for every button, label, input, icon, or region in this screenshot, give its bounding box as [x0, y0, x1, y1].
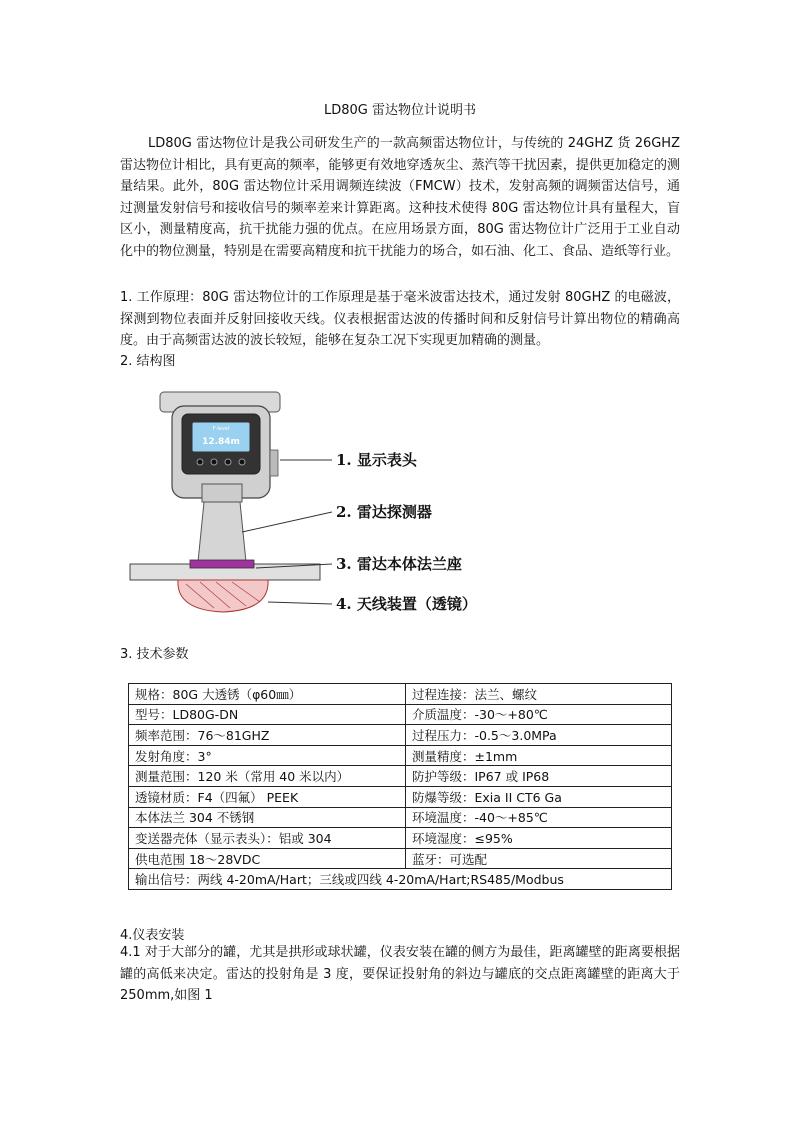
table-cell: 供电范围 18～28VDC: [129, 848, 406, 869]
table-cell: 频率范围：76～81GHZ: [129, 725, 406, 746]
table-row: [129, 766, 672, 787]
document-title: LD80G 雷达物位计说明书: [323, 103, 476, 118]
table-cell: 介质温度：-30～+80℃: [406, 704, 672, 725]
lcd-reading: 12.84m: [202, 437, 240, 447]
diagram-label-flange: 3. 雷达本体法兰座: [336, 555, 462, 573]
table-cell: 发射角度：3°: [129, 745, 406, 766]
diagram-label-detector: 2. 雷达探测器: [336, 503, 432, 521]
intro-paragraph: LD80G 雷达物位计是我公司研发生产的一款高频雷达物位计，与传统的 24GHZ 货 26GHZ 雷达物位计相比，具有更高的频率，能够更有效地穿透灰尘、蒸汽等干扰因素，提供更加稳定的测量结果。此外，80G 雷达物位计采用调频连续波（FMCW）技术，发射高频的调频雷达信号，通过测量发射信号和接收信号的频率差来计算距离。这种技术使得 80G 雷达物位计具有量程大，盲区小，测量精度高，抗干扰能力强的优点。在应用场景方面，80G 雷达物位计广泛用于工业自动化中的物位测量，特别是在需要高精度和抗干扰能力的场合，如石油、化工、食品、造纸等行业。: [120, 136, 680, 259]
table-cell-output-signal: 输出信号：两线 4-20mA/Hart；三线或四线 4-20mA/Hart;RS485/Modbus: [129, 869, 672, 890]
table-row: [129, 869, 672, 890]
diagram-label-display: 1. 显示表头: [336, 451, 417, 469]
tech-params-heading: 3. 技术参数: [120, 647, 189, 662]
table-cell: 环境湿度：≤95%: [406, 828, 672, 849]
structure-diagram: [120, 372, 540, 622]
table-cell: 规格：80G 大透锈（φ60㎜）: [129, 684, 406, 705]
structure-heading: 2. 结构图: [120, 354, 176, 369]
table-cell: 型号：LD80G-DN: [129, 704, 406, 725]
table-cell: 测量精度：±1mm: [406, 745, 672, 766]
table-cell: 蓝牙：可选配: [406, 848, 672, 869]
table-row: [129, 786, 672, 807]
table-cell: 本体法兰 304 不锈钢: [129, 807, 406, 828]
table-row: [129, 745, 672, 766]
installation-heading: 4.仪表安装: [120, 928, 185, 943]
table-cell: 过程连接：法兰、螺纹: [406, 684, 672, 705]
lens-antenna: [178, 580, 268, 612]
lcd-small-text: F-level: [212, 426, 230, 432]
working-principle-paragraph: 1. 工作原理：80G 雷达物位计的工作原理是基于毫米波雷达技术，通过发射 80GHZ 的电磁波，探测到物位表面并反射回接收天线。仪表根据雷达波的传播时间和反射信号计算出物位的精确高度。由于高频雷达波的波长较短，能够在复杂工况下实现更加精确的测量。: [120, 290, 680, 348]
spec-table: [128, 683, 672, 890]
table-cell: 防爆等级：Exia II CT6 Ga: [406, 786, 672, 807]
table-row: [129, 828, 672, 849]
table-row: [129, 684, 672, 705]
radar-detector-body: [198, 502, 246, 562]
table-cell: 透镜材质：F4（四氟） PEEK: [129, 786, 406, 807]
table-row: [129, 848, 672, 869]
table-cell: 过程压力：-0.5～3.0MPa: [406, 725, 672, 746]
table-row: [129, 725, 672, 746]
table-row: [129, 704, 672, 725]
installation-paragraph: 4.1 对于大部分的罐，尤其是拱形或球状罐，仪表安装在罐的侧方为最佳，距离罐壁的距离要根据罐的高低来决定。雷达的投射角是 3 度，要保证投射角的斜边与罐底的交点距离罐壁的距离大于 250mm,如图 1: [120, 945, 680, 1003]
table-cell: 测量范围：120 米（常用 40 米以内）: [129, 766, 406, 787]
table-row: [129, 807, 672, 828]
table-cell: 环境温度：-40～+85℃: [406, 807, 672, 828]
table-cell: 防护等级：IP67 或 IP68: [406, 766, 672, 787]
diagram-label-lens: 4. 天线装置（透镜）: [336, 595, 477, 613]
table-cell: 变送器壳体（显示表头）：铝或 304: [129, 828, 406, 849]
